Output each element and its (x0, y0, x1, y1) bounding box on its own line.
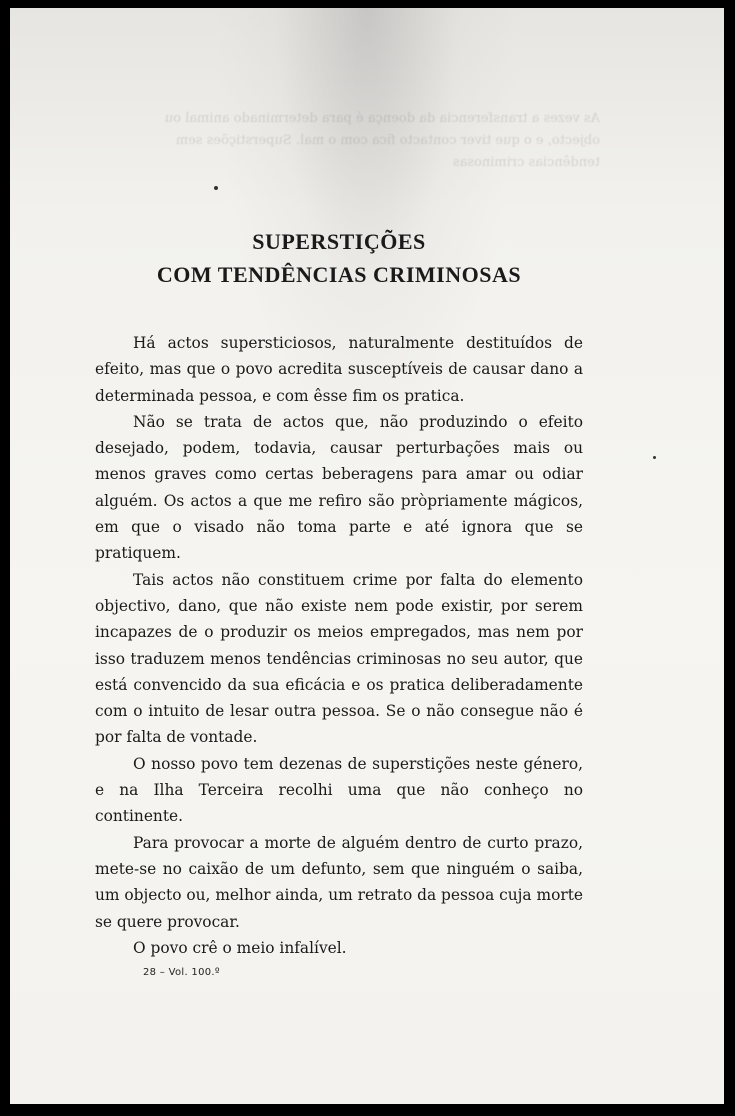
page-title (95, 228, 583, 290)
paragraph: Para provocar a morte de alguém dentro de curto prazo, mete-se no caixão de um defunto, sem que ninguém o saiba, um objecto ou, melhor ainda, um retrato da pessoa cuja morte se quere provocar. (95, 833, 584, 931)
paragraph: O povo crê o meio infalível. (133, 938, 347, 957)
body-text (95, 330, 583, 961)
paragraph: Tais actos não constituem crime por falta do elemento objectivo, dano, que não existe nem pode existir, por serem incapazes de o produzir os meios empregados, mas nem por isso traduzem menos tendências criminosas no seu autor, que está convencido da sua eficácia e os pratica deliberadamente com o intuito de lesar outra pessoa. Se o não consegue não é por falta de vontade. (95, 570, 583, 747)
paragraph: Há actos supersticiosos, naturalmente destituídos de efeito, mas que o povo acredita susceptíveis de causar dano a determinada pessoa, e com êsse fim os pratica. (95, 334, 583, 405)
paragraph: Não se trata de actos que, não produzindo o efeito desejado, podem, todavia, causar perturbações mais ou menos graves como certas beberagens para amar ou odiar alguém. Os actos a que me refiro são pròpriamente mágicos, em que o visado não toma parte e até ignora que se pratiquem. (95, 412, 583, 563)
speck (653, 456, 656, 459)
page-content (95, 228, 583, 978)
signature-mark: 28 – Vol. 100.º (143, 967, 220, 979)
speck (214, 186, 218, 190)
title-line-2: COM TENDÊNCIAS CRIMINOSAS (156, 262, 522, 287)
title-line-1: SUPERSTIÇÕES (252, 229, 426, 254)
show-through-text: As vezes a transferencia da doença é para determinado animal ou objecto, e o que tiver contacto fica com o mal. Superstições sem tendências criminosas (164, 111, 600, 170)
scanned-page (10, 8, 724, 1104)
paragraph: O nosso povo tem dezenas de superstições neste género, e na Ilha Terceira recolhi uma que não conheço no continente. (95, 754, 583, 826)
